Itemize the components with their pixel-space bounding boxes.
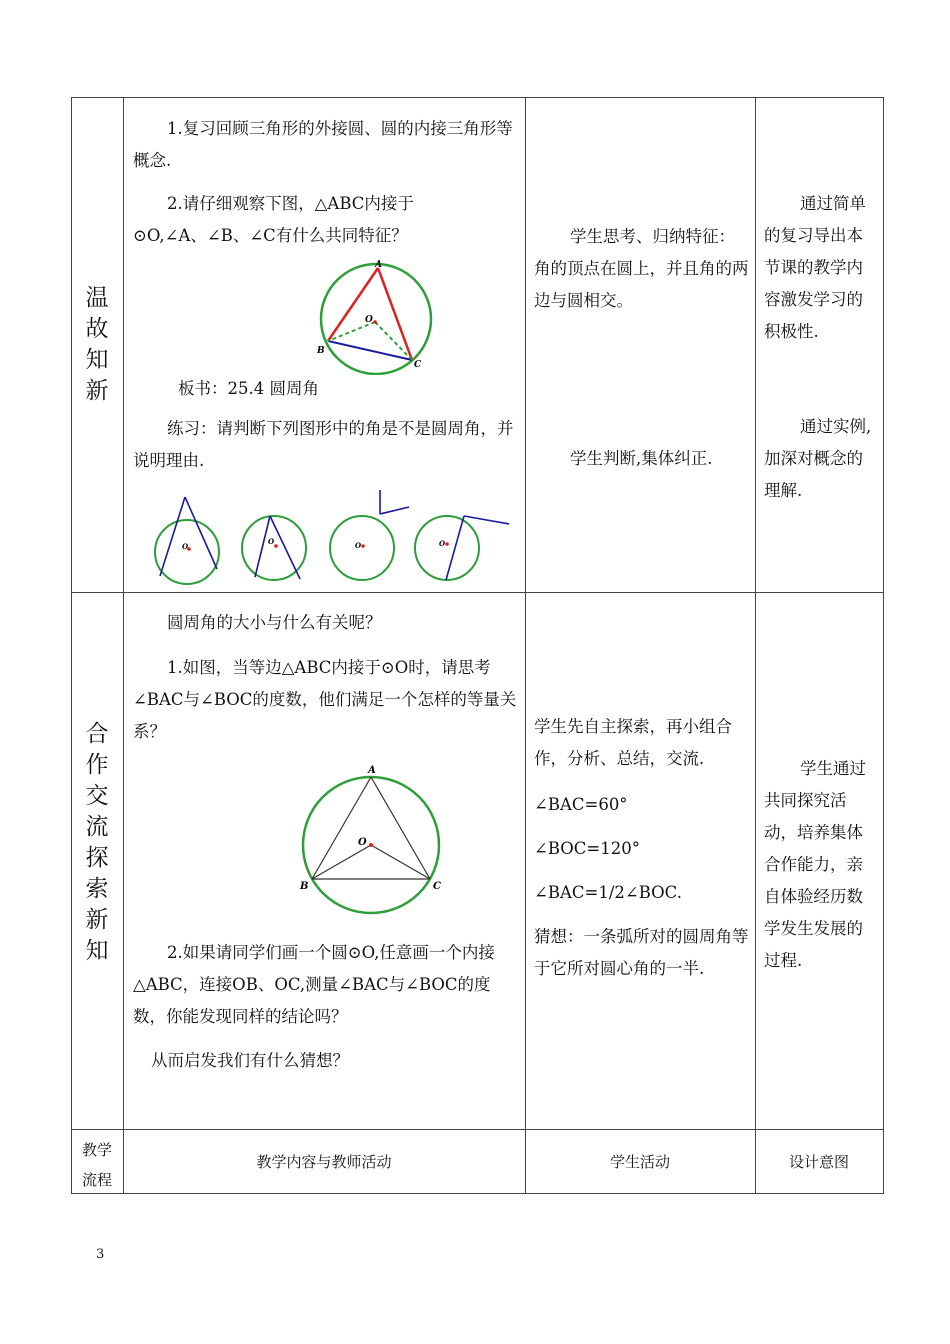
section1-design-p2: 通过实例,加深对概念的理解. (764, 417, 872, 500)
footer-col2: 教学内容与教师活动 (256, 1153, 392, 1171)
svg-text:O: O (182, 542, 189, 551)
label-a: A (375, 260, 382, 270)
segment-oc (375, 322, 412, 360)
section2-label: 合作交流 探索新知 (85, 721, 109, 964)
section1-student-p2: 学生判断,集体纠正. (570, 449, 713, 468)
label-b: B (300, 881, 309, 892)
side-ac (378, 268, 412, 360)
page-number: 3 (96, 1247, 105, 1262)
section1-board: 板书：25.4 圆周角 (178, 379, 319, 398)
section2-student-p4: ∠BAC=1/2∠BOC. (534, 883, 682, 902)
section2-design-p1: 学生通过共同探究活动，培养集体合作能力，亲自体验经历数学发生发展的过程. (764, 759, 866, 970)
label-c: C (414, 360, 422, 370)
svg-text:O: O (355, 541, 362, 550)
section2-student-p2: ∠BAC=60° (534, 795, 628, 814)
svg-text:O: O (439, 539, 446, 548)
section2-item1: 1.如图，当等边△ABC内接于⊙O时，请思考∠BAC与∠BOC的度数，他们满足一个怎样的等量关系？ (133, 658, 517, 741)
label-b: B (317, 346, 325, 356)
section2-student-p3: ∠BOC=120° (534, 839, 640, 858)
equilateral-triangle-figure (296, 761, 456, 921)
section2-item2: 2.如果请同学们画一个圆⊙O,任意画一个内接 △ABC，连接OB、OC,测量∠BAC与∠BOC的度数，你能发现同样的结论吗？ (133, 943, 495, 1026)
label-o: O (365, 315, 373, 325)
section2-student-p5: 猜想：一条弧所对的圆周角等于它所对圆心角的一半. (534, 927, 749, 978)
lesson-table (71, 97, 884, 1194)
section1-item1: 1.复习回顾三角形的外接圆、圆的内接三角形等概念. (133, 119, 513, 170)
circle-o (321, 264, 431, 374)
section1-label: 温故知新 (85, 285, 109, 404)
section1-exercise: 练习：请判断下列图形中的角是不是圆周角，并说明理由. (133, 419, 514, 470)
section2-intro: 圆周角的大小与什么有关呢？ (167, 613, 382, 632)
section1-student-p1: 学生思考、归纳特征：角的顶点在圆上，并且角的两边与圆相交。 (534, 227, 749, 310)
footer-col4: 设计意图 (788, 1153, 849, 1171)
inscribed-triangle-figure (312, 259, 442, 375)
label-a: A (368, 765, 376, 776)
label-o: O (358, 837, 367, 848)
section1-design-p1: 通过简单的复习导出本节课的教学内容激发学习的积极性. (764, 194, 866, 341)
footer-col3: 学生活动 (609, 1153, 670, 1171)
section2-student-p1: 学生先自主探索，再小组合作，分析、总结，交流. (534, 717, 732, 768)
label-c: C (433, 881, 441, 892)
exercise-figures (151, 489, 521, 589)
section1-item2: 2.请仔细观察下图，△ABC内接于⊙O,∠A、∠B、∠C有什么共同特征？ (133, 194, 414, 245)
section2-item3: 从而启发我们有什么猜想？ (151, 1051, 349, 1070)
footer-col1: 教学流程 (81, 1141, 112, 1189)
svg-text:O: O (268, 537, 275, 546)
side-bc (328, 341, 412, 360)
